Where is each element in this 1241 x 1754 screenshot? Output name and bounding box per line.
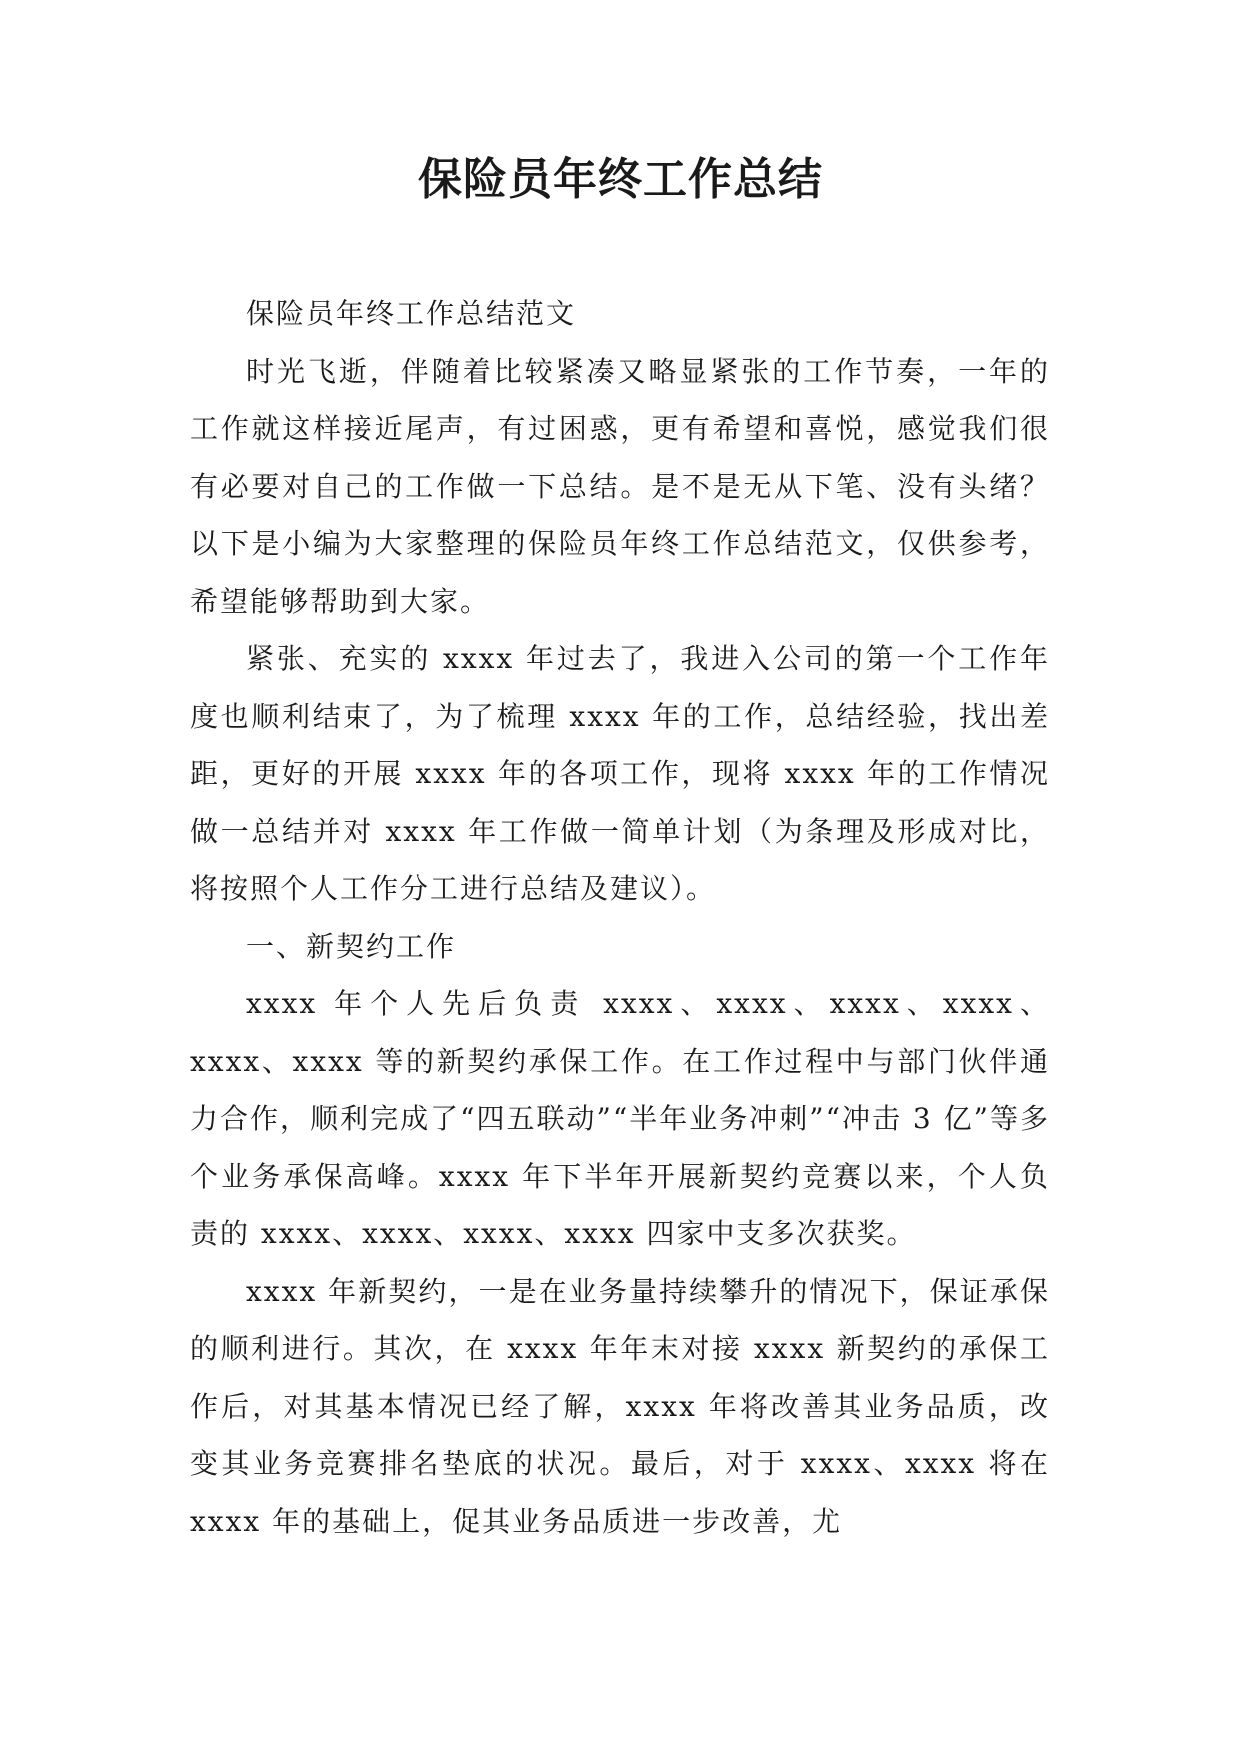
document-title: 保险员年终工作总结 (418, 154, 823, 205)
new-contract-paragraph: xxxx 年个人先后负责 xxxx、xxxx、xxxx、xxxx、xxxx、xxxx 等的新契约承保工作。在工作过程中与部门伙伴通力合作，顺利完成了“四五联动”“半年业务冲刺”“冲击 3 亿”等多个业务承保高峰。xxxx 年下半年开展新契约竞赛以来，个人负责的 xxxx、xxxx、xxxx、xxxx 四家中支多次获奖。 (190, 987, 1050, 1250)
overview-paragraph: 紧张、充实的 xxxx 年过去了，我进入公司的第一个工作年度也顺利结束了，为了梳理 xxxx 年的工作，总结经验，找出差距，更好的开展 xxxx 年的各项工作，现将 xxxx 年的工作情况做一总结并对 xxxx 年工作做一简单计划（为条理及形成对比，将按照个人工作分工进行总结及建议）。 (190, 642, 1050, 905)
document-body (190, 285, 1050, 1550)
subtitle-paragraph: 保险员年终工作总结范文 (246, 297, 577, 330)
plan-paragraph: xxxx 年新契约，一是在业务量持续攀升的情况下，保证承保的顺利进行。其次，在 xxxx 年年末对接 xxxx 新契约的承保工作后，对其基本情况已经了解，xxxx 年将改善其业务品质，改变其业务竞赛排名垫底的状况。最后，对于 xxxx、xxxx 将在 xxxx 年的基础上，促其业务品质进一步改善，尤 (190, 1274, 1050, 1538)
intro-paragraph: 时光飞逝，伴随着比较紧凑又略显紧张的工作节奏，一年的工作就这样接近尾声，有过困惑，更有希望和喜悦，感觉我们很有必要对自己的工作做一下总结。是不是无从下笔、没有头绪？以下是小编为大家整理的保险员年终工作总结范文，仅供参考，希望能够帮助到大家。 (190, 354, 1050, 618)
section-heading: 一、新契约工作 (246, 929, 457, 963)
